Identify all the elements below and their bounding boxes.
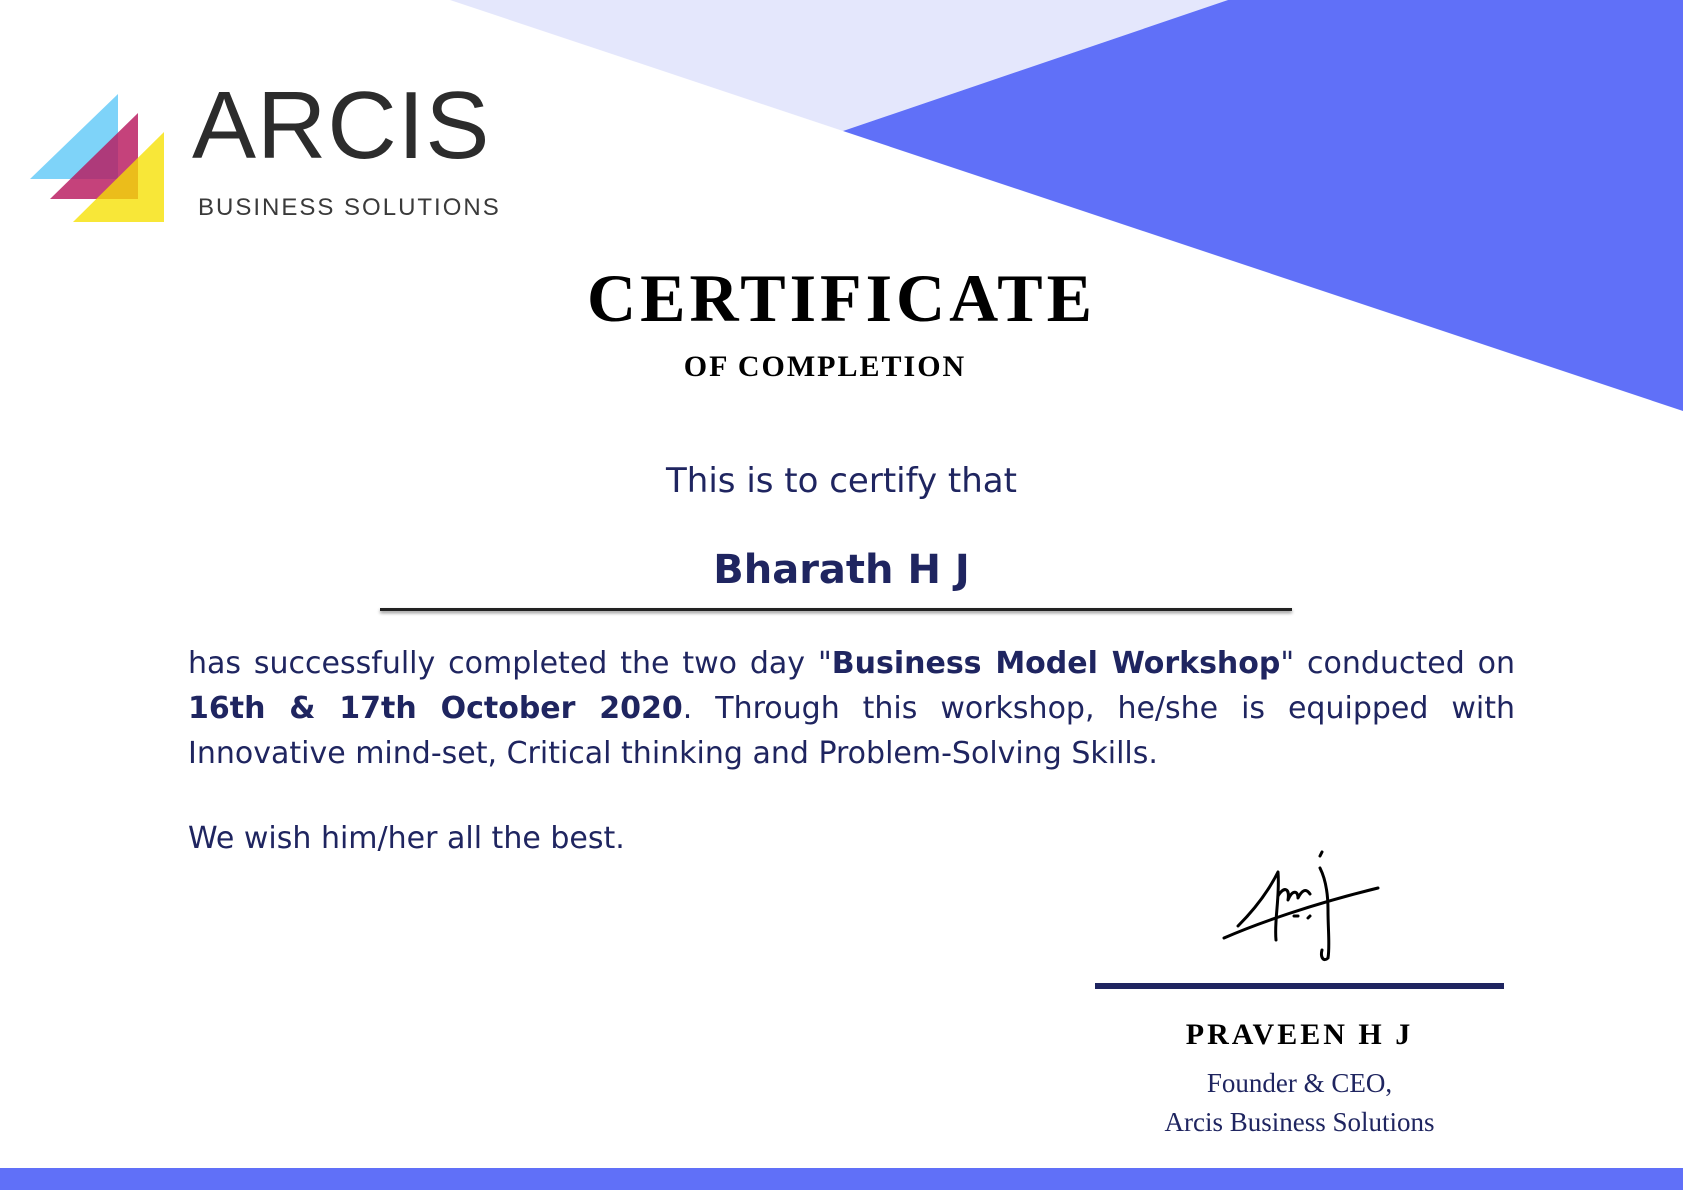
signatory-title: Founder & CEO, [1206, 1068, 1393, 1098]
certificate-title: CERTIFICATE [587, 260, 1096, 336]
logo-name: ARCIS [192, 72, 491, 179]
wish-line: We wish him/her all the best. [188, 821, 625, 856]
signature-line [1095, 983, 1504, 989]
workshop-dates: 16th & 17th October 2020 [188, 691, 683, 726]
body-text-part2: " conducted on [1280, 646, 1515, 681]
logo-subtitle: BUSINESS SOLUTIONS [198, 194, 501, 221]
signatory-name: PRAVEEN H J [1185, 1018, 1414, 1051]
logo-triangles-icon [30, 94, 170, 224]
certify-line: This is to certify that [666, 461, 1017, 501]
certificate-body [188, 641, 1515, 776]
company-logo [30, 72, 550, 228]
signatory-company: Arcis Business Solutions [1164, 1107, 1435, 1137]
workshop-name: Business Model Workshop [831, 646, 1281, 681]
recipient-underline [380, 608, 1292, 611]
body-text-part1: has successfully completed the two day " [188, 646, 832, 681]
recipient-name: Bharath H J [713, 547, 970, 593]
body-text-part3: . Through this workshop, he/she is equipped with Innovative mind-set, Critical thinking and Problem-Solving Skills. [188, 691, 1515, 771]
bottom-accent-bar [0, 1168, 1683, 1190]
certificate-subtitle: OF COMPLETION [683, 350, 967, 383]
signature-icon [1216, 846, 1386, 966]
